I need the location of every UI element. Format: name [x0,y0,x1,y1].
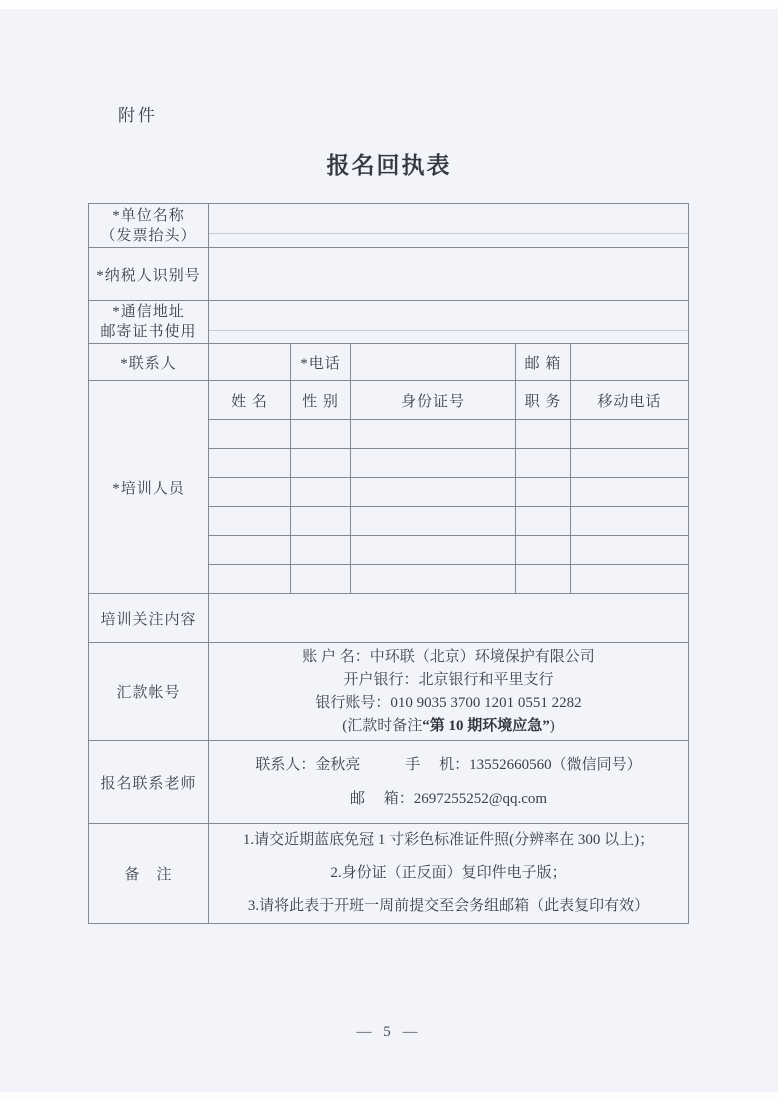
registration-contact-line2: 邮 箱：2697255252@qq.com [349,791,548,807]
mail-address-label-line2: 邮寄证书使用 [100,324,197,340]
trainee-cell [571,536,689,565]
trainee-cell [571,420,689,449]
trainee-cell [209,507,291,536]
remittance-note-bold: “第 10 期环境应急” [422,717,550,734]
row-contact [89,344,689,381]
mail-address-label-line1: *通信地址 [112,304,185,320]
registration-contact-line1: 联系人：金秋亮 手 机：13552660560（微信同号） [255,757,642,773]
form-title: 报名回执表 [326,153,452,178]
trainees-label: *培训人员 [89,381,209,594]
row-taxpayer-id [89,248,689,301]
remarks-item-2: 2.身份证（正反面）复印件电子版； [330,865,567,881]
remarks-item-1: 1.请交近期蓝底免冠 1 寸彩色标准证件照(分辨率在 300 以上)； [242,832,655,848]
row-remarks [89,824,689,924]
trainee-cell [571,449,689,478]
row-registration-contact [89,741,689,824]
row-training-focus [89,594,689,643]
row-remittance [89,643,689,741]
trainee-cell [209,565,291,594]
remarks-label: 备 注 [89,824,209,924]
contact-value [209,344,291,381]
contact-email-value [571,344,689,381]
row-trainee-header [89,381,689,420]
trainee-cell [516,536,571,565]
taxpayer-id-value [209,248,689,301]
unit-name-label-line2: （发票抬头） [100,227,197,244]
trainee-cell [209,420,291,449]
trainees-col-mobile: 移动电话 [571,381,689,420]
row-mail-address [89,301,689,344]
remarks-item-3: 3.请将此表于开班一周前提交至会务组邮箱（此表复印有效） [247,898,650,914]
trainee-cell [516,478,571,507]
contact-phone-value [351,344,516,381]
unit-name-label [89,204,209,248]
trainee-cell [571,478,689,507]
training-focus-value [209,594,689,643]
trainee-cell [516,420,571,449]
remittance-account-name: 账 户 名：中环联（北京）环境保护有限公司 [302,648,595,665]
scan-edge-bottom [0,1092,778,1100]
trainee-cell [351,449,516,478]
trainees-col-id-number: 身份证号 [351,381,516,420]
mail-address-value [209,301,689,344]
trainee-cell [291,478,351,507]
scan-edge-top [0,0,778,9]
faint-divider [209,233,688,234]
trainee-cell [291,449,351,478]
trainee-cell [571,565,689,594]
remittance-note: (汇款时备注“第 10 期环境应急”) [342,717,555,734]
registration-contact-label: 报名联系老师 [89,741,209,824]
row-unit-name [89,204,689,248]
trainee-cell [209,449,291,478]
trainee-cell [291,420,351,449]
contact-phone-label: *电话 [291,344,351,381]
trainee-cell [351,565,516,594]
trainee-cell [209,536,291,565]
taxpayer-id-label: *纳税人识别号 [89,248,209,301]
unit-name-value [209,204,689,248]
mail-address-label [89,301,209,344]
trainee-cell [209,478,291,507]
trainee-cell [291,507,351,536]
trainee-cell [351,536,516,565]
trainee-cell [516,565,571,594]
trainee-cell [351,420,516,449]
contact-label: *联系人 [89,344,209,381]
remittance-bank: 开户银行：北京银行和平里支行 [343,671,554,688]
trainee-cell [516,449,571,478]
trainee-cell [571,507,689,536]
trainees-col-gender: 性 别 [291,381,351,420]
trainees-col-position: 职 务 [516,381,571,420]
contact-email-label: 邮 箱 [516,344,571,381]
trainees-col-name: 姓 名 [209,381,291,420]
remittance-details [209,643,689,741]
trainee-cell [291,536,351,565]
training-focus-label: 培训关注内容 [89,594,209,643]
trainee-cell [351,507,516,536]
trainee-cell [351,478,516,507]
trainee-cell [291,565,351,594]
remittance-account-number: 银行账号：010 9035 3700 1201 0551 2282 [315,694,582,711]
faint-divider [209,330,688,331]
page-number: — 5 — [356,1024,422,1040]
trainee-cell [516,507,571,536]
remittance-label: 汇款帐号 [89,643,209,741]
registration-table [88,203,689,924]
remarks-details [209,824,689,924]
unit-name-label-line1: *单位名称 [112,207,185,224]
attachment-label: 附件 [118,106,158,125]
registration-contact-details [209,741,689,824]
